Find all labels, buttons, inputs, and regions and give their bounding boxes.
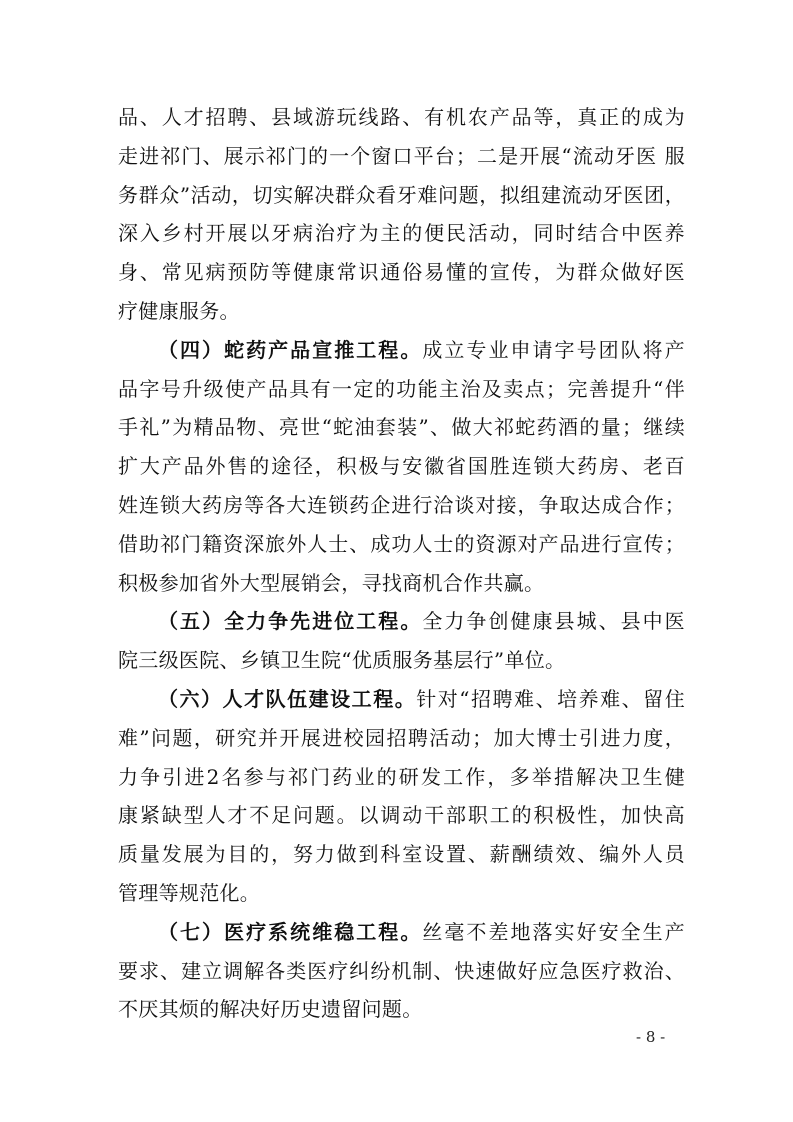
section-heading: （四）蛇药产品宣推工程。 — [158, 337, 423, 362]
paragraph-first-line — [118, 331, 685, 370]
text-line: 品字号升级使产品具有一定的功能主治及卖点；完善提升“伴 — [118, 376, 685, 401]
text-line: 院三级医院、乡镇卫生院“优质服务基层行”单位。 — [118, 648, 566, 673]
text-line: 手礼”为精品物、亮世“蛇油套装”、做大祁蛇药酒的量；继续 — [118, 415, 685, 440]
text-line: 深入乡村开展以牙病治疗为主的便民活动，同时结合中医养 — [118, 221, 685, 246]
text-line: 疗健康服务。 — [118, 298, 240, 323]
section-heading: （六）人才队伍建设工程。 — [158, 686, 417, 711]
paragraph-first-line — [118, 680, 685, 719]
text-line: 务群众”活动，切实解决群众看牙难问题，拟组建流动牙医团， — [118, 182, 685, 207]
section-heading: （七）医疗系统维稳工程。 — [158, 919, 423, 944]
paragraph-snake-medicine — [118, 331, 685, 603]
text-line: 走进祁门、展示祁门的一个窗口平台；二是开展“流动牙医 服 — [118, 143, 685, 168]
paragraph-continuation — [118, 98, 685, 331]
text-line: 身、常见病预防等健康常识通俗易懂的宣传，为群众做好医 — [118, 260, 685, 285]
paragraph-stability — [118, 913, 685, 1029]
text-line: 借助祁门籍资深旅外人士、成功人士的资源对产品进行宣传； — [118, 531, 685, 556]
paragraph-talent — [118, 680, 685, 913]
text-line: 管理等规范化。 — [118, 880, 261, 905]
text-line: 不厌其烦的解决好历史遗留问题。 — [118, 997, 423, 1022]
body-text — [118, 98, 685, 1029]
text-line: 姓连锁大药房等各大连锁药企进行洽谈对接，争取达成合作； — [118, 492, 685, 517]
paragraph-first-line — [118, 913, 685, 952]
text-line: 力争引进2名参与祁门药业的研发工作，多举措解决卫生健 — [118, 764, 685, 789]
text-line: 积极参加省外大型展销会，寻找商机合作共赢。 — [118, 570, 545, 595]
text-line: 康紧缺型人才不足问题。以调动干部职工的积极性，加快高 — [118, 803, 685, 828]
text-line: 难”问题，研究并开展进校园招聘活动；加大博士引进力度， — [118, 725, 685, 750]
text-run: 全力争创健康县城、县中医 — [422, 609, 685, 634]
text-run: 针对“招聘难、培养难、留住 — [416, 686, 685, 711]
paragraph-first-line — [118, 602, 685, 641]
text-line: 要求、建立调解各类医疗纠纷机制、快速做好应急医疗救治、 — [118, 958, 685, 983]
section-heading: （五）全力争先进位工程。 — [158, 609, 423, 634]
text-run: 丝毫不差地落实好安全生产 — [422, 919, 685, 944]
page-number: - 8 - — [636, 1028, 666, 1046]
text-run: 成立专业申请字号团队将产 — [422, 337, 685, 362]
paragraph-advance — [118, 602, 685, 680]
text-line: 品、人才招聘、县域游玩线路、有机农产品等，真正的成为 — [118, 105, 685, 129]
text-line: 扩大产品外售的途径，积极与安徽省国胜连锁大药房、老百 — [118, 454, 685, 479]
text-line: 质量发展为目的，努力做到科室设置、薪酬绩效、编外人员 — [118, 842, 685, 867]
